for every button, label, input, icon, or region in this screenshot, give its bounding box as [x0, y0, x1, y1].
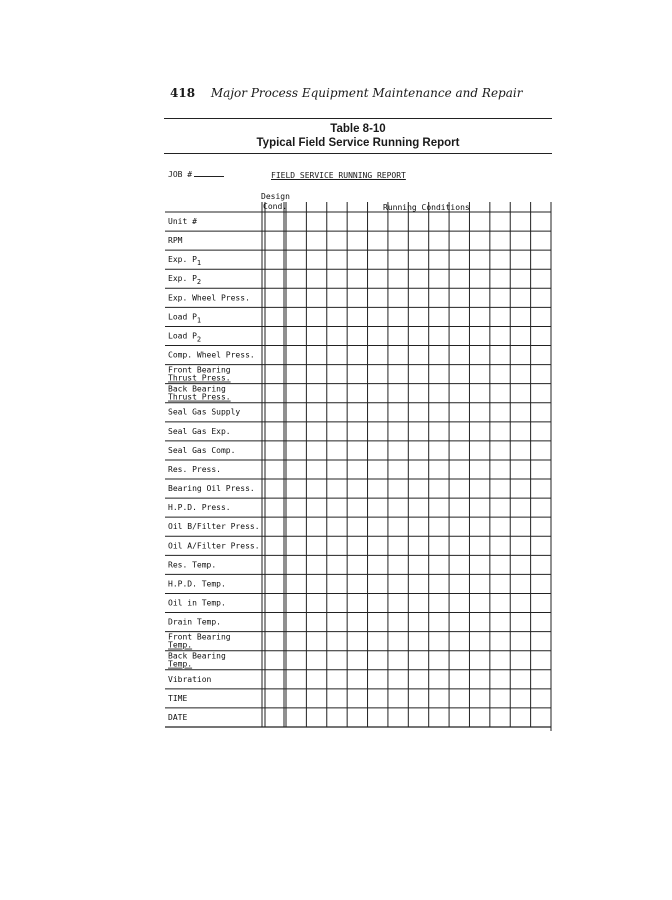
row-label: Oil B/Filter Press. — [168, 522, 260, 532]
row-label: DATE — [168, 712, 188, 722]
page-number: 418 — [170, 86, 196, 100]
row-label: Bearing Oil Press. — [168, 484, 255, 494]
row-label: Seal Gas Comp. — [168, 445, 236, 455]
row-label: Comp. Wheel Press. — [168, 350, 255, 360]
row-label-line2: Thrust Press. — [168, 392, 231, 402]
row-label: Exp. P1 — [168, 255, 202, 268]
row-label-line1: Back Bearing — [168, 651, 226, 661]
row-label: Res. Press. — [168, 464, 221, 474]
row-label-line1: Back Bearing — [168, 384, 226, 394]
row-label: RPM — [168, 236, 183, 246]
row-label: Unit # — [168, 217, 197, 226]
row-label: H.P.D. Press. — [168, 503, 231, 513]
report-title: FIELD SERVICE RUNNING REPORT — [271, 171, 406, 180]
row-label-line2: Temp. — [168, 640, 193, 650]
row-label: Vibration — [168, 674, 212, 684]
row-label-line2: Temp. — [168, 659, 193, 669]
row-label: Oil in Temp. — [168, 598, 226, 608]
job-label: JOB # — [168, 170, 224, 179]
table-label: Table 8-10 — [330, 123, 386, 135]
row-label: Seal Gas Supply — [168, 407, 241, 417]
running-header-label: Running Conditions — [383, 203, 470, 212]
row-label: Seal Gas Exp. — [168, 426, 231, 436]
design-header: Design — [261, 192, 290, 201]
row-label: Res. Temp. — [168, 560, 217, 570]
row-label: Exp. Wheel Press. — [168, 293, 250, 303]
row-label: Load P1 — [168, 312, 202, 325]
row-label: H.P.D. Temp. — [168, 579, 226, 589]
row-label: Load P2 — [168, 331, 202, 344]
row-label: TIME — [168, 693, 188, 703]
row-label-line2: Thrust Press. — [168, 373, 231, 383]
table-title: Typical Field Service Running Report — [256, 137, 460, 149]
running-title: Major Process Equipment Maintenance and Repair — [210, 86, 523, 100]
row-label: Oil A/Filter Press. — [168, 541, 260, 551]
row-label-line1: Front Bearing — [168, 632, 231, 642]
design-header-sub: Cond. — [263, 202, 288, 211]
row-label-line1: Front Bearing — [168, 365, 231, 375]
row-label: Exp. P2 — [168, 274, 202, 287]
row-label: Drain Temp. — [168, 617, 221, 627]
